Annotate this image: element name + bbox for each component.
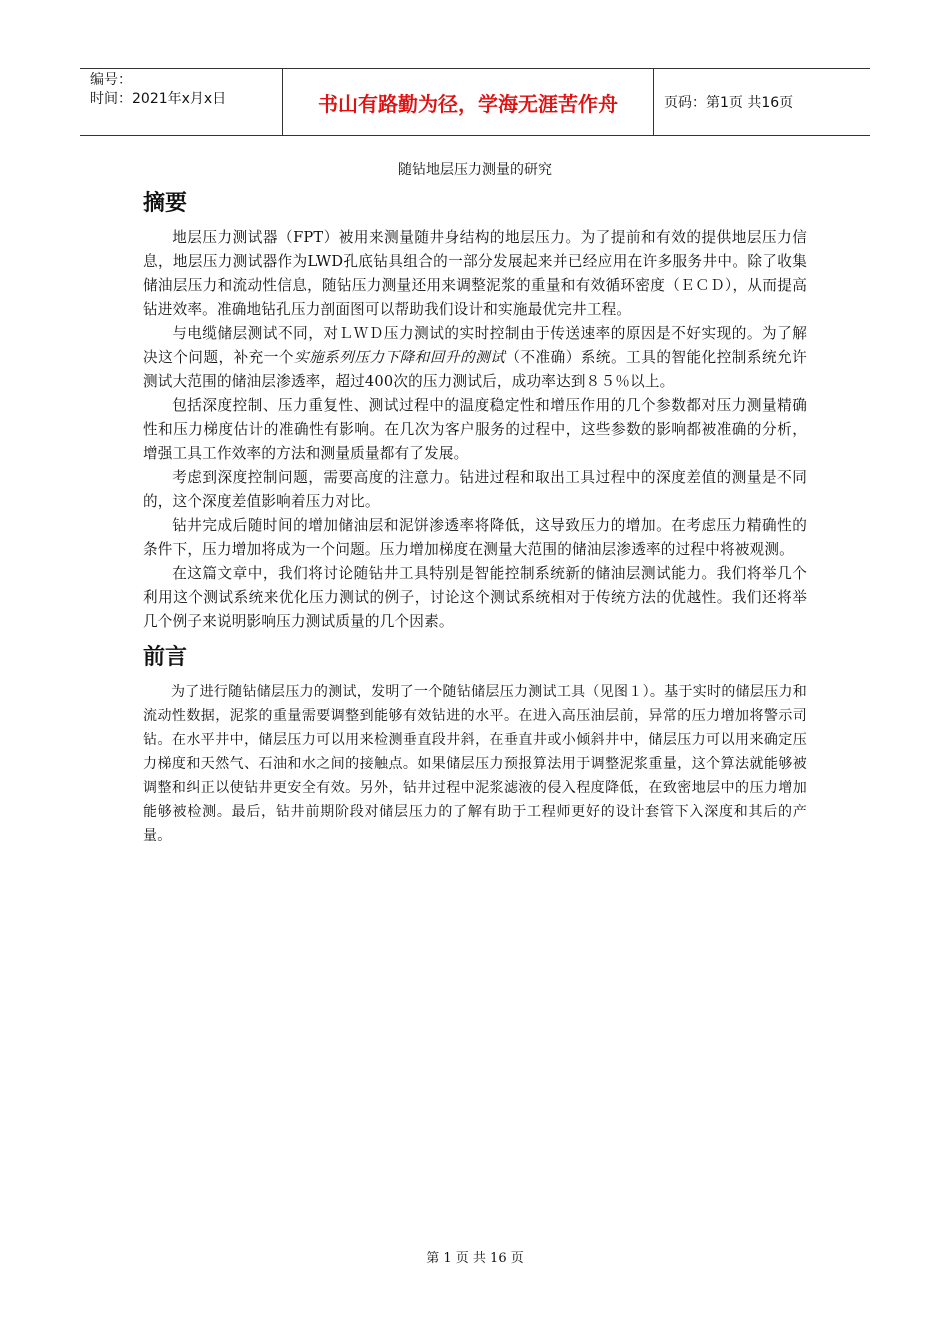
header-meta — [80, 69, 282, 135]
abstract-paragraph-3: 包括深度控制、压力重复性、测试过程中的温度稳定性和增压作用的几个参数都对压力测量精确性和压力梯度估计的准确性有影响。在几次为客户服务的过程中，这些参数的影响都被准确的分析，增强工具工作效率的方法和测量质量都有了发展。 — [143, 397, 807, 462]
time-label: 时间：2021年x月x日 — [90, 91, 227, 107]
header-page-info: 页码：第1页 共16页 — [664, 95, 794, 111]
header-motto: 书山有路勤为径，学海无涯苦作舟 — [282, 69, 654, 135]
abstract-p2-after: （不准确）系统。工具的智能化控制系统允许测试大范围的储油层渗透率，超过400次的压力测试后，成功率达到８５％以上。 — [143, 349, 807, 390]
preface-heading: 前言 — [143, 645, 188, 670]
abstract-paragraph-2 — [143, 322, 807, 394]
abstract-paragraph-6: 在这篇文章中，我们将讨论随钻井工具特别是智能控制系统新的储油层测试能力。我们将举几个利用这个测试系统来优化压力测试的例子，讨论这个测试系统相对于传统方法的优越性。我们还将举几个例子来说明影响压力测试质量的几个因素。 — [143, 565, 807, 630]
document-body — [143, 158, 807, 848]
abstract-paragraph-4: 考虑到深度控制问题，需要高度的注意力。钻进过程和取出工具过程中的深度差值的测量是不同的，这个深度差值影响着压力对比。 — [143, 469, 807, 510]
number-label: 编号： — [90, 72, 132, 88]
abstract-heading: 摘要 — [143, 191, 188, 216]
abstract-paragraph-5: 钻井完成后随时间的增加储油层和泥饼渗透率将降低，这导致压力的增加。在考虑压力精确性的条件下，压力增加将成为一个问题。压力增加梯度在测量大范围的储油层渗透率的过程中将被观测。 — [143, 517, 807, 558]
document-title: 随钻地层压力测量的研究 — [398, 162, 552, 178]
abstract-p2-before: 与电缆储层测试不同，对ＬＷＤ压力测试的实时控制由于传送速率的原因是不好实现的。为了解决这个问题，补充一个 — [143, 325, 807, 366]
page-header — [80, 68, 870, 136]
preface-paragraph-1: 为了进行随钻储层压力的测试，发明了一个随钻储层压力测试工具（见图１）。基于实时的储层压力和流动性数据，泥浆的重量需要调整到能够有效钻进的水平。在进入高压油层前，异常的压力增加将警示司钻。在水平井中，储层压力可以用来检测垂直段井斜，在垂直井或小倾斜井中，储层压力可以用来确定压力梯度和天然气、石油和水之间的接触点。如果储层压力预报算法用于调整泥浆重量，这个算法就能够被调整和纠正以使钻井更安全有效。另外，钻井过程中泥浆滤液的侵入程度降低，在致密地层中的压力增加能够被检测。最后，钻井前期阶段对储层压力的了解有助于工程师更好的设计套管下入深度和其后的产量。 — [143, 684, 807, 844]
page-footer: 第 1 页 共 16 页 — [426, 1251, 524, 1266]
abstract-paragraph-1: 地层压力测试器（FPT）被用来测量随井身结构的地层压力。为了提前和有效的提供地层压力信息，地层压力测试器作为LWD孔底钻具组合的一部分发展起来并已经应用在许多服务井中。除了收集储油层压力和流动性信息，随钻压力测量还用来调整泥浆的重量和有效循环密度（ＥＣＤ），从而提高钻进效率。准确地钻孔压力剖面图可以帮助我们设计和实施最优完井工程。 — [143, 229, 807, 318]
abstract-p2-emphasis: 实施系列压力下降和回升的测试 — [293, 349, 506, 366]
